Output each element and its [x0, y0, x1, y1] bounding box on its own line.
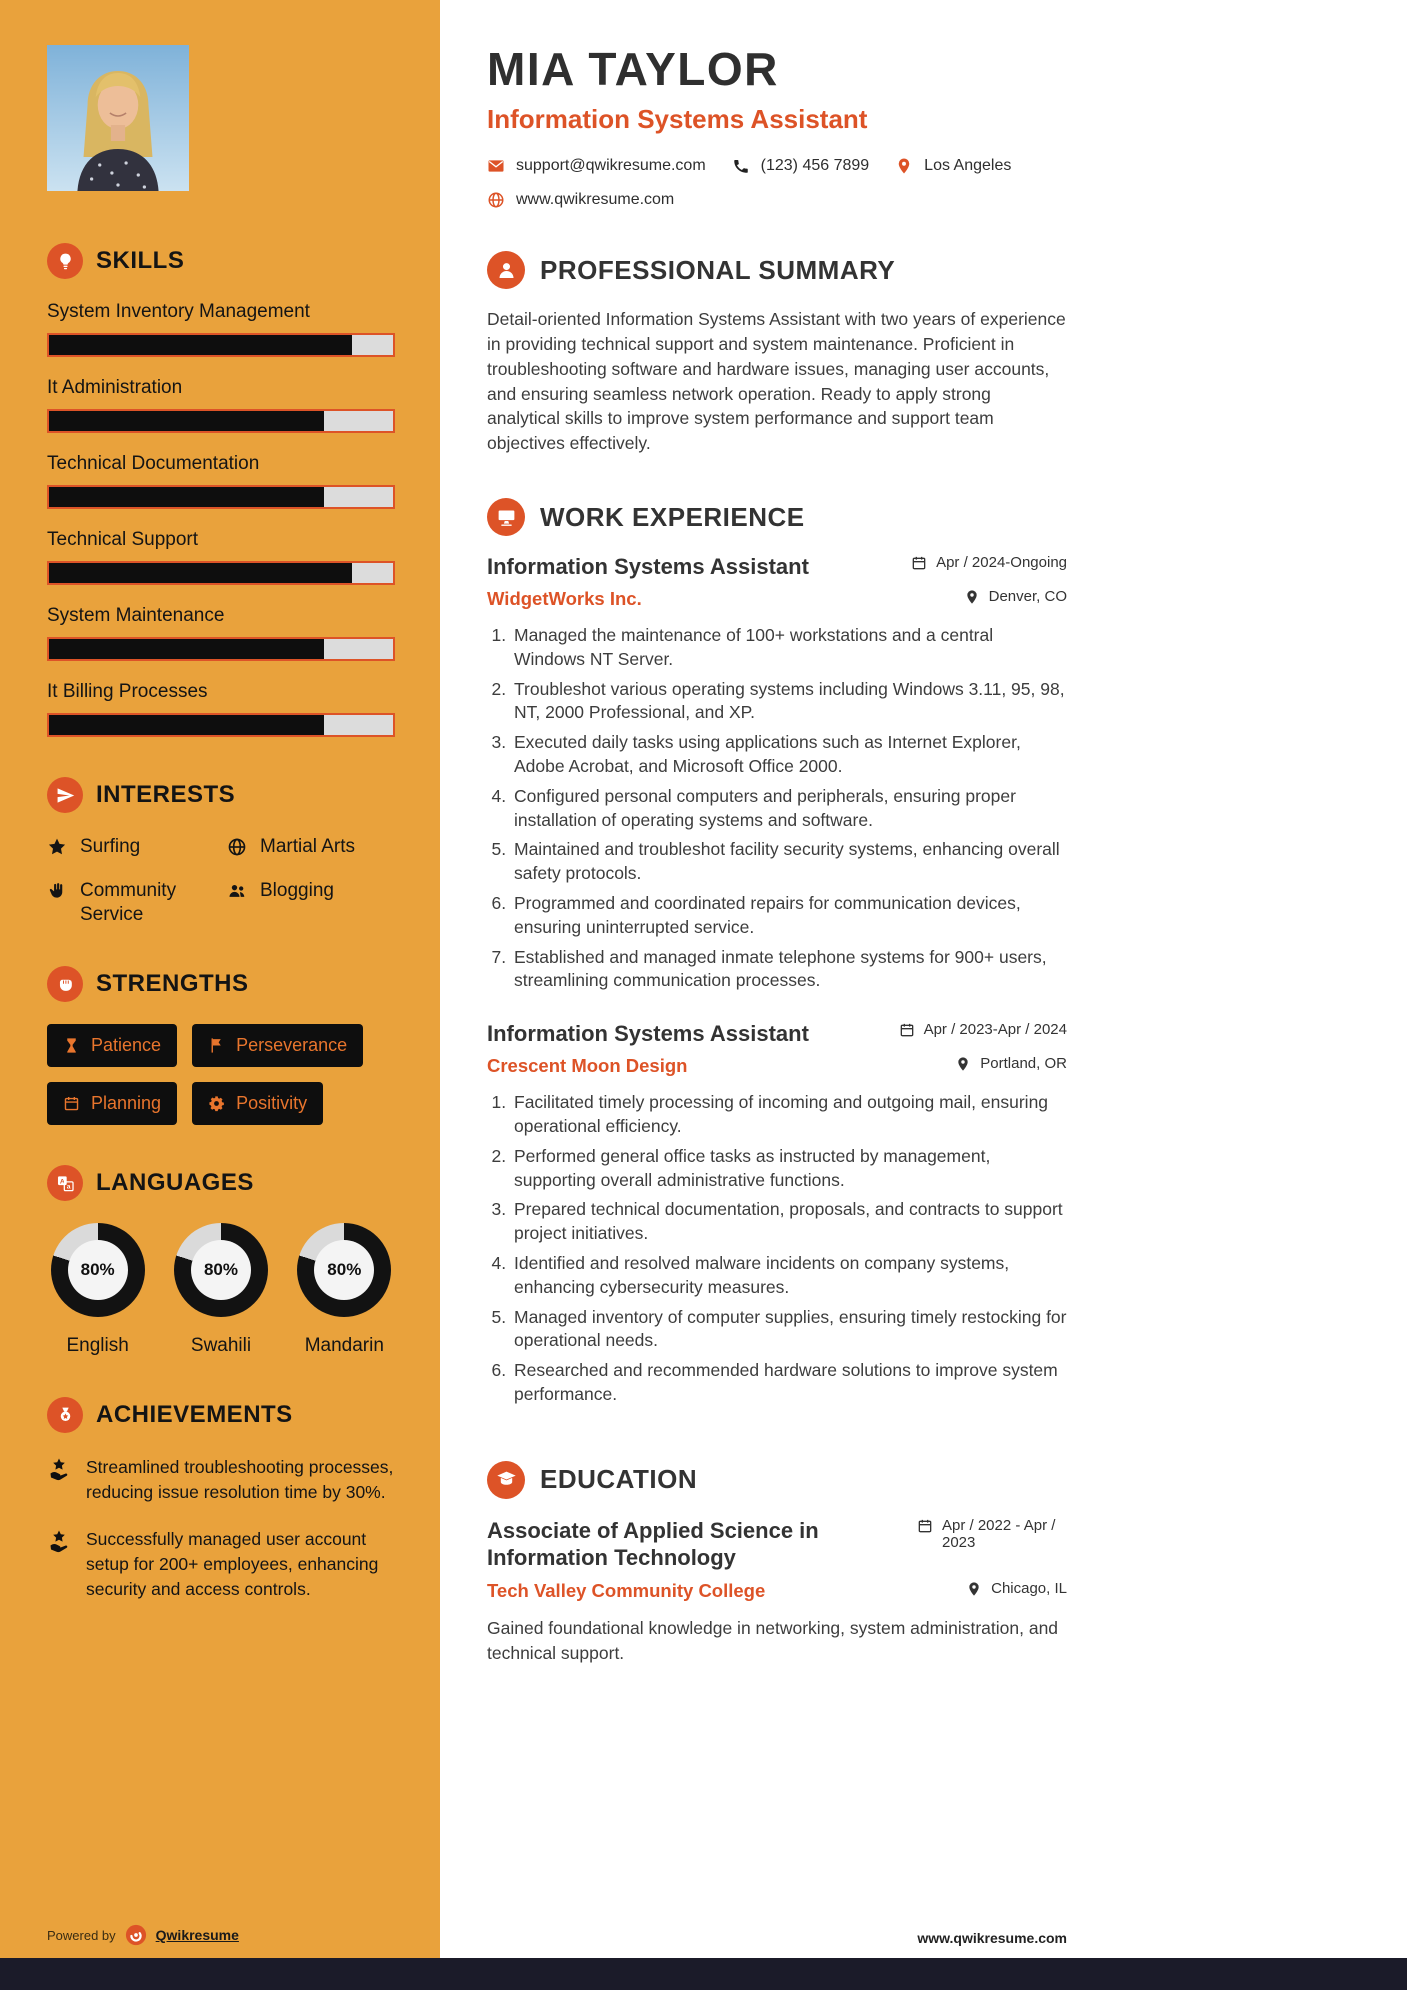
job-bullet: 2. Troubleshot various operating systems including Windows 3.11, 95, 98, NT, 2000 Professional, and XP. [511, 678, 1067, 726]
skill-item [47, 605, 395, 661]
experience-header [487, 498, 1067, 536]
contact-location-item [895, 157, 1011, 175]
language-label: Mandarin [304, 1335, 384, 1357]
skill-label: System Inventory Management [47, 301, 310, 322]
skill-item [47, 681, 395, 737]
skills-header [47, 243, 395, 279]
job-1-company-row [487, 588, 1067, 610]
skill-bar [47, 561, 395, 585]
job-bullet: 6. Programmed and coordinated repairs for communication devices, ensuring uninterrupted service. [511, 892, 1067, 940]
medal-icon [47, 1397, 83, 1433]
hand-star-icon [47, 1457, 71, 1481]
star-icon [47, 837, 67, 857]
language-item [47, 1223, 148, 1357]
pin-icon [895, 157, 913, 175]
job-1-location [964, 588, 1067, 605]
job-bullet: 6. Researched and recommended hardware solutions to improve system performance. [511, 1359, 1067, 1407]
education-dates-text: Apr / 2022 - Apr / 2023 [942, 1516, 1056, 1551]
job-bullet: 2. Performed general office tasks as instructed by management, supporting overall administrative functions. [511, 1145, 1067, 1193]
strengths-title: STRENGTHS [96, 970, 249, 998]
job-1-company: WidgetWorks Inc. [487, 588, 642, 610]
skills-list [47, 301, 395, 737]
job-2-company-row [487, 1055, 1067, 1077]
education-header [487, 1461, 1067, 1499]
contact-email-item [487, 157, 706, 175]
profile-photo-image [47, 45, 189, 191]
job-entry-2 [487, 1021, 1067, 1407]
job-2-head [487, 1021, 1067, 1047]
job-2-role: Information Systems Assistant [487, 1021, 809, 1047]
hand-icon [47, 881, 67, 901]
contact-phone-item [732, 157, 870, 175]
job-2-bullets [487, 1091, 1067, 1407]
globe-icon [227, 837, 247, 857]
strengths-header [47, 966, 395, 1002]
strength-label: Perseverance [236, 1035, 348, 1056]
job-1-bullets [487, 624, 1067, 993]
language-donut [297, 1223, 391, 1317]
education-dates [917, 1517, 1067, 1551]
skills-title: SKILLS [96, 247, 185, 274]
job-bullet: 1. Managed the maintenance of 100+ workstations and a central Windows NT Server. [511, 624, 1067, 672]
person-name: MIA TAYLOR [487, 43, 779, 95]
skill-item [47, 453, 395, 509]
job-2-dates-text: Apr / 2023-Apr / 2024 [923, 1021, 1067, 1039]
job-bullet: 1. Facilitated timely processing of incoming and outgoing mail, ensuring operational efficiency. [511, 1091, 1067, 1139]
envelope-icon [487, 157, 505, 175]
contact-row-1 [487, 157, 1067, 175]
calendar-icon [899, 1022, 915, 1038]
strength-label: Positivity [236, 1093, 308, 1114]
achievement-text: Streamlined troubleshooting processes, reducing issue resolution time by 30%. [86, 1457, 394, 1503]
graduate-icon [487, 1461, 525, 1499]
education-section [487, 1461, 1067, 1666]
job-1-dates-text: Apr / 2024-Ongoing [936, 554, 1067, 572]
language-label: English [66, 1335, 129, 1357]
pin-icon [966, 1581, 982, 1597]
pin-icon [955, 1056, 971, 1072]
achievements-title: ACHIEVEMENTS [96, 1401, 293, 1429]
contact-location: Los Angeles [924, 157, 1012, 174]
skill-item [47, 529, 395, 585]
powered-by-label: Powered by [47, 1927, 116, 1943]
flag-icon [208, 1037, 225, 1054]
strength-label: Patience [91, 1035, 162, 1056]
achievements-section [47, 1397, 395, 1601]
qwikresume-logo-icon [125, 1924, 147, 1946]
language-donut-hole [191, 1240, 251, 1300]
language-label: Swahili [190, 1335, 252, 1357]
skill-bar-fill [49, 411, 324, 431]
interest-label: Martial Arts [260, 836, 356, 857]
person-icon [487, 251, 525, 289]
job-1-role: Information Systems Assistant [487, 554, 809, 580]
language-donut-hole [68, 1240, 128, 1300]
summary-header [487, 251, 1067, 289]
skill-item [47, 301, 395, 357]
skill-bar-fill [49, 563, 352, 583]
summary-title: PROFESSIONAL SUMMARY [540, 254, 896, 285]
language-percent: 80% [203, 1260, 238, 1280]
strengths-list [47, 1024, 395, 1125]
strength-pill [47, 1024, 177, 1067]
interest-item [47, 835, 223, 859]
interests-header [47, 777, 395, 813]
fist-icon [47, 966, 83, 1002]
profile-photo [47, 45, 189, 191]
skill-bar [47, 333, 395, 357]
education-title: EDUCATION [540, 1464, 698, 1495]
contact-website[interactable]: www.qwikresume.com [516, 191, 675, 208]
skill-bar-fill [49, 715, 324, 735]
interest-item [227, 879, 395, 927]
workstation-icon [487, 498, 525, 536]
education-school-row [487, 1580, 1067, 1602]
achievements-header [47, 1397, 395, 1433]
job-bullet: 3. Prepared technical documentation, proposals, and contracts to support project initiatives. [511, 1198, 1067, 1246]
contact-email[interactable]: support@qwikresume.com [516, 157, 706, 174]
achievement-item [47, 1527, 395, 1602]
job-bullet: 4. Configured personal computers and peripherals, ensuring proper installation of operating systems and software. [511, 785, 1067, 833]
powered-by [47, 1924, 239, 1946]
job-2-dates [899, 1021, 1067, 1038]
skill-bar [47, 713, 395, 737]
education-location [966, 1580, 1067, 1597]
job-2-location [955, 1055, 1067, 1072]
svg-text:A: A [59, 1178, 65, 1186]
experience-title: WORK EXPERIENCE [540, 501, 805, 532]
skill-bar [47, 637, 395, 661]
education-school: Tech Valley Community College [487, 1579, 766, 1601]
translate-icon [47, 1165, 83, 1201]
skill-label: Technical Documentation [47, 453, 260, 474]
language-item [170, 1223, 271, 1357]
education-location-text: Chicago, IL [991, 1579, 1067, 1597]
language-donut [51, 1223, 145, 1317]
gear-icon [208, 1095, 225, 1112]
languages-section [47, 1165, 395, 1357]
language-percent: 80% [327, 1260, 362, 1280]
languages-header [47, 1165, 395, 1201]
skill-bar-fill [49, 639, 324, 659]
skill-bar-fill [49, 487, 324, 507]
job-bullet: 3. Executed daily tasks using applications such as Internet Explorer, Adobe Acrobat, and Microsoft Office 2000. [511, 731, 1067, 779]
interest-label: Blogging [260, 879, 334, 901]
summary-section [487, 251, 1067, 456]
experience-section [487, 498, 1067, 1407]
paper-plane-icon [47, 777, 83, 813]
interest-item [227, 835, 395, 859]
calendar-icon [63, 1095, 80, 1112]
phone-icon [732, 157, 750, 175]
interest-label: Community Service [80, 879, 177, 925]
job-1-location-text: Denver, CO [988, 588, 1067, 606]
skill-bar [47, 485, 395, 509]
skill-label: Technical Support [47, 529, 199, 550]
achievement-text: Successfully managed user account setup for 200+ employees, enhancing security and access controls. [86, 1528, 379, 1599]
skill-item [47, 377, 395, 433]
contact-website-item [487, 191, 674, 209]
interests-section [47, 777, 395, 926]
job-entry-1 [487, 554, 1067, 993]
bottom-bar [0, 1958, 1407, 1990]
lightbulb-icon [47, 243, 83, 279]
interests-list [47, 835, 395, 926]
job-2-company: Crescent Moon Design [487, 1055, 688, 1077]
strength-pill [47, 1082, 177, 1125]
calendar-icon [917, 1518, 933, 1534]
resume-header [487, 42, 1067, 209]
strength-pill [192, 1024, 363, 1067]
globe-icon [487, 191, 505, 209]
footer-website[interactable]: www.qwikresume.com [917, 1930, 1067, 1946]
job-bullet: 7. Established and managed inmate telephone systems for 900+ users, streamlining communication processes. [511, 946, 1067, 994]
interests-title: INTERESTS [96, 781, 236, 808]
strengths-section [47, 966, 395, 1125]
person-job-title: Information Systems Assistant [487, 104, 868, 134]
job-bullet: 5. Maintained and troubleshot facility security systems, enhancing overall safety protocols. [511, 838, 1067, 886]
language-percent: 80% [80, 1260, 115, 1280]
summary-text: Detail-oriented Information Systems Assistant with two years of experience in providing technical support and system maintenance. Proficient in troubleshooting software and hardware issues, managing user accounts, and ensuring seamless network operation. Ready to apply strong analytical skills to improve system performance and support team objectives effectively. [487, 309, 1066, 454]
language-donut-hole [314, 1240, 374, 1300]
strength-label: Planning [91, 1093, 162, 1114]
achievement-item [47, 1455, 395, 1505]
achievements-list [47, 1455, 395, 1601]
contact-row-2 [487, 191, 1067, 209]
pin-icon [964, 589, 980, 605]
language-donut [174, 1223, 268, 1317]
job-bullet: 5. Managed inventory of computer supplies, ensuring timely restocking for operational needs. [511, 1306, 1067, 1354]
hand-star-icon [47, 1529, 71, 1553]
languages-list [47, 1223, 395, 1357]
skill-label: System Maintenance [47, 605, 225, 626]
education-head [487, 1517, 1067, 1572]
strength-pill [192, 1082, 323, 1125]
calendar-icon [911, 555, 927, 571]
job-2-location-text: Portland, OR [980, 1055, 1067, 1073]
main-content [440, 0, 1407, 1990]
skills-section [47, 243, 395, 737]
job-1-head [487, 554, 1067, 580]
interest-label: Surfing [80, 836, 141, 857]
contact-phone[interactable]: (123) 456 7899 [760, 157, 870, 174]
education-description: Gained foundational knowledge in networking, system administration, and technical support. [487, 1617, 1059, 1663]
qwikresume-link[interactable]: Qwikresume [155, 1927, 239, 1943]
interest-item [47, 879, 223, 927]
skill-label: It Billing Processes [47, 681, 208, 702]
skill-bar [47, 409, 395, 433]
svg-text:a: a [66, 1183, 71, 1191]
sidebar [0, 0, 440, 1990]
hourglass-icon [63, 1037, 80, 1054]
language-item [294, 1223, 395, 1357]
skill-bar-fill [49, 335, 352, 355]
education-degree: Associate of Applied Science in Information Technology [487, 1517, 819, 1571]
skill-label: It Administration [47, 377, 183, 398]
job-bullet: 4. Identified and resolved malware incidents on company systems, enhancing cybersecurity measures. [511, 1252, 1067, 1300]
languages-title: LANGUAGES [96, 1169, 254, 1197]
job-1-dates [911, 554, 1067, 571]
users-icon [227, 881, 247, 901]
